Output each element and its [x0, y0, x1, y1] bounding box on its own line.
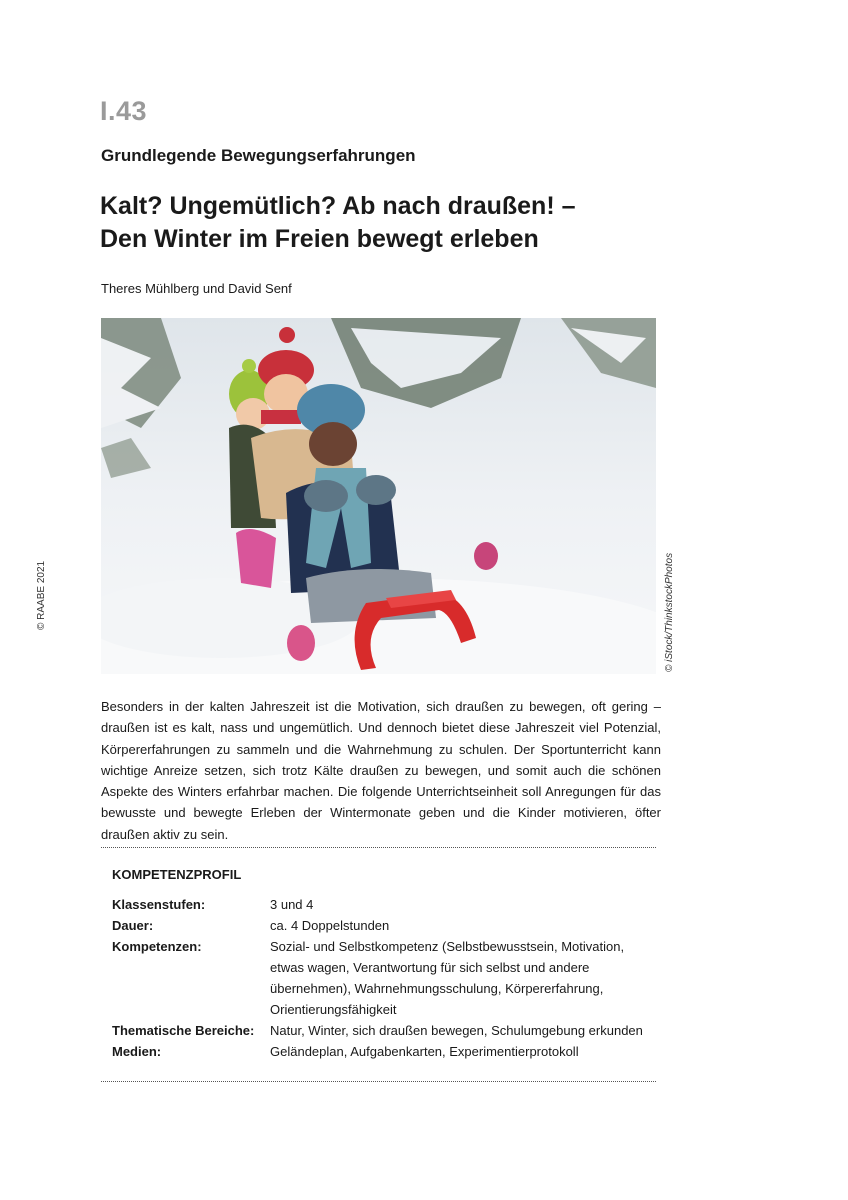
- photo-credit: © iStock/ThinkstockPhotos: [664, 552, 675, 672]
- title-line-1: Kalt? Ungemütlich? Ab nach draußen! –: [100, 192, 576, 220]
- profile-value: 3 und 4: [270, 897, 314, 912]
- profile-label: Dauer:: [112, 918, 154, 933]
- divider-top: [101, 847, 656, 848]
- authors: Theres Mühlberg und David Senf: [101, 281, 292, 296]
- profile-label: Thematische Bereiche:: [112, 1023, 255, 1038]
- page-title: [100, 190, 576, 256]
- copyright-notice: © RAABE 2021: [36, 560, 47, 630]
- competence-profile: [112, 894, 652, 1062]
- photo-illustration: [101, 318, 656, 674]
- profile-value: Natur, Winter, sich draußen bewegen, Schulumgebung erkunden: [270, 1023, 643, 1038]
- profile-label: Medien:: [112, 1044, 162, 1059]
- photo-children-sledding: [101, 318, 656, 674]
- profile-row-grades: [112, 894, 652, 915]
- competence-profile-heading: KOMPETENZPROFIL: [112, 867, 242, 882]
- profile-value: Sozial- und Selbstkompetenz (Selbstbewusstsein, Motivation, etwas wagen, Verantwortung für sich selbst und andere übernehmen), Wahrnehmungsschulung, Körpererfahrung, Orientierungsfähigkeit: [270, 939, 625, 1017]
- profile-value: ca. 4 Doppelstunden: [270, 918, 390, 933]
- profile-row-competences: [112, 936, 652, 1020]
- page-number: I.43: [100, 96, 148, 126]
- profile-row-topics: [112, 1020, 652, 1041]
- profile-value: Geländeplan, Aufgabenkarten, Experimentierprotokoll: [270, 1044, 579, 1059]
- profile-label: Klassenstufen:: [112, 897, 206, 912]
- profile-row-media: [112, 1041, 652, 1062]
- profile-label: Kompetenzen:: [112, 939, 202, 954]
- profile-row-duration: [112, 915, 652, 936]
- divider-bottom: [101, 1081, 656, 1082]
- intro-paragraph: Besonders in der kalten Jahreszeit ist die Motivation, sich draußen zu bewegen, oft gering – draußen ist es kalt, nass und ungemütlich. Und dennoch bietet diese Jahreszeit viel Potenzial, Körpererfahrungen zu sammeln und die Wahrnehmung zu schulen. Der Sportunterricht kann wichtige Anreize setzen, sich trotz Kälte draußen zu bewegen, und somit auch die schönen Aspekte des Winters erfahrbar machen. Die folgende Unterrichtseinheit soll Anregungen für das bewusste und bewegte Erleben der Wintermonate geben und die Kinder motivieren, öfter draußen aktiv zu sein.: [101, 699, 661, 842]
- title-line-2: Den Winter im Freien bewegt erleben: [100, 225, 539, 253]
- category-heading: Grundlegende Bewegungserfahrungen: [101, 146, 416, 165]
